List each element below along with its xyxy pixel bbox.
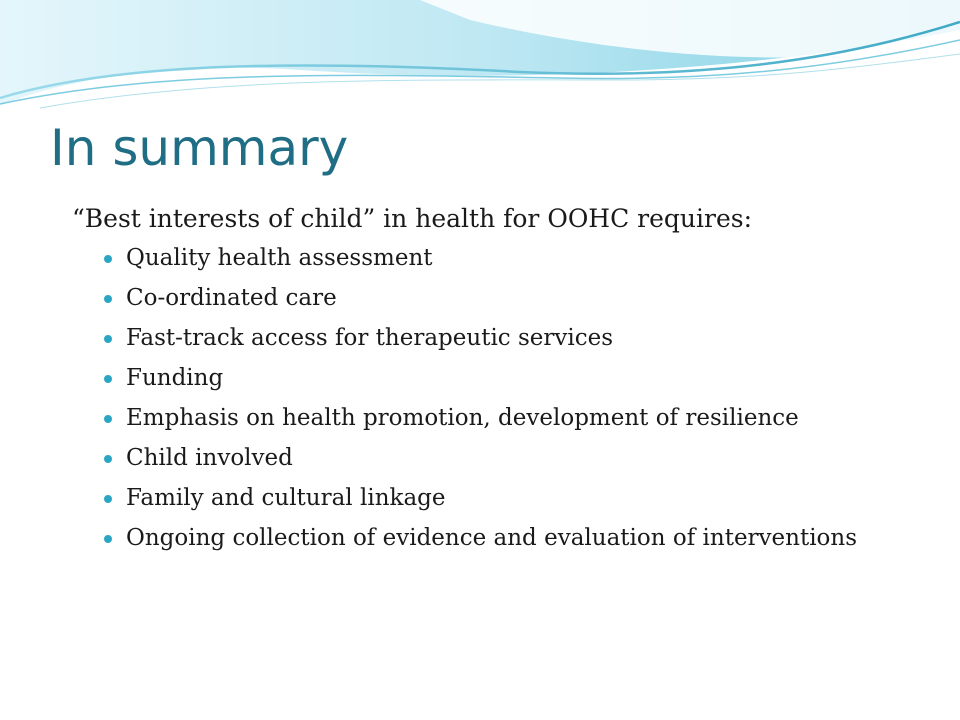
bullet-item (104, 444, 912, 472)
bullet-item (104, 364, 912, 392)
bullet-text: Ongoing collection of evidence and evaluation of interventions (126, 524, 858, 551)
bullet-text: Fast-track access for therapeutic services (126, 324, 614, 351)
lead-statement: “Best interests of child” in health for OOHC requires: (72, 204, 753, 233)
bullet-text: Emphasis on health promotion, development of resilience (126, 404, 799, 431)
bullet-dot-icon (104, 415, 112, 423)
slide-content (72, 203, 912, 564)
bullet-dot-icon (104, 455, 112, 463)
bullet-text: Funding (126, 364, 224, 391)
bullet-text: Family and cultural linkage (126, 484, 446, 511)
slide-title: In summary (50, 119, 349, 177)
bullet-text: Quality health assessment (126, 244, 433, 271)
bullet-item (104, 404, 912, 432)
bullet-item (104, 284, 912, 312)
bullet-dot-icon (104, 495, 112, 503)
bullet-text: Child involved (126, 444, 293, 471)
bullet-dot-icon (104, 335, 112, 343)
bullet-dot-icon (104, 255, 112, 263)
bullet-item (104, 244, 912, 272)
bullet-item (104, 484, 912, 512)
bullet-text: Co-ordinated care (126, 284, 337, 311)
bullet-dot-icon (104, 295, 112, 303)
header-wave-decoration (0, 0, 960, 120)
bullet-item (104, 524, 912, 552)
bullet-dot-icon (104, 535, 112, 543)
bullet-dot-icon (104, 375, 112, 383)
bullet-item (104, 324, 912, 352)
bullet-list (72, 244, 912, 552)
